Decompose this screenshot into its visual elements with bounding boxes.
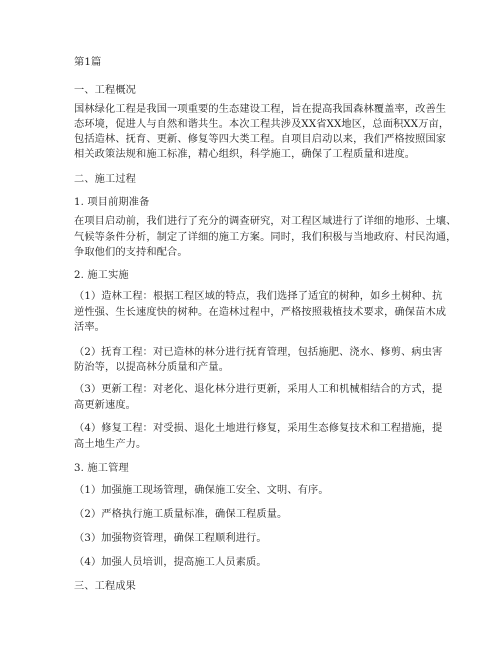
paragraph-line: 相关政策法规和施工标准，精心组织，科学施工，确保了工程质量和进度。	[74, 149, 416, 160]
paragraph-line: 国林绿化工程是我国一项重要的生态建设工程，旨在提高我国森林覆盖率，改善生	[74, 104, 447, 115]
document-title: 第1篇	[74, 57, 102, 68]
list-item-line: （3）更新工程：对老化、退化林分进行更新，采用人工和机械相结合的方式，提	[74, 384, 443, 395]
list-item-line: （1）造林工程：根据工程区域的特点，我们选择了适宜的树种，如乡土树种、抗	[74, 291, 443, 302]
paragraph-line: 态环境，促进人与自然和谐共生。本次工程共涉及XX省XX地区，总面积XX万亩，	[74, 119, 450, 130]
list-item: （4）加强人员培训，提高施工人员素质。	[74, 557, 267, 568]
list-item-line: （2）抚育工程：对已造林的林分进行抚育管理，包括施肥、浇水、修剪、病虫害	[74, 347, 443, 358]
list-item-line: （4）修复工程：对受损、退化土地进行修复，采用生态修复技术和工程措施，提	[74, 423, 443, 434]
list-item: （1）加强施工现场管理，确保施工安全、文明、有序。	[74, 485, 329, 496]
section-heading-process: 二、施工过程	[74, 174, 137, 185]
list-item-line: 高更新速度。	[74, 400, 137, 411]
section-heading-results: 三、工程成果	[74, 581, 137, 592]
subheading-management: 3. 施工管理	[74, 463, 129, 474]
list-item-line: 防治等，以提高林分质量和产量。	[74, 362, 230, 373]
list-item-line: 逆性强、生长速度快的树种。在造林过程中，严格按照栽植技术要求，确保苗木成	[74, 307, 447, 318]
list-item: （2）严格执行施工质量标准，确保工程质量。	[74, 509, 288, 520]
paragraph-line: 气候等条件分析，制定了详细的施工方案。同时，我们积极与当地政府、村民沟通，	[74, 232, 457, 243]
paragraph-line: 在项目启动前，我们进行了充分的调查研究，对工程区域进行了详细的地形、土壤、	[74, 216, 457, 227]
list-item-line: 高土地生产力。	[74, 439, 147, 450]
section-heading-overview: 一、工程概况	[74, 85, 137, 96]
list-item: （3）加强物资管理，确保工程顺利进行。	[74, 533, 267, 544]
subheading-preparation: 1. 项目前期准备	[74, 197, 150, 208]
subheading-implementation: 2. 施工实施	[74, 270, 129, 281]
paragraph-line: 包括造林、抚育、更新、修复等四大类工程。自项目启动以来，我们严格按照国家	[74, 134, 447, 145]
list-item-line: 活率。	[74, 322, 106, 333]
paragraph-line: 争取他们的支持和配合。	[74, 247, 188, 258]
